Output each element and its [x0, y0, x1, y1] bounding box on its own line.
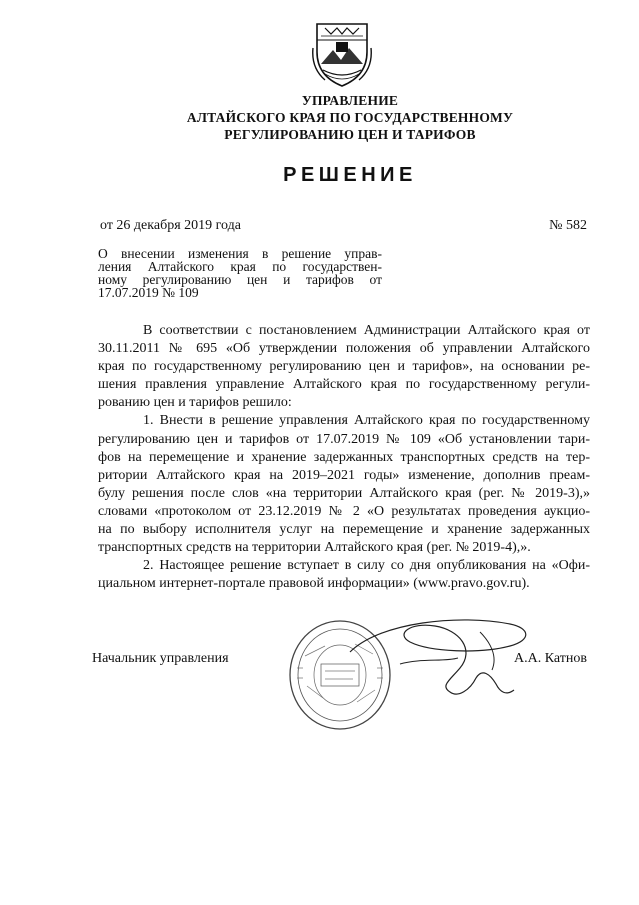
body-line: рованию цен и тарифов решило: [98, 395, 292, 411]
body-line: транспортных средств на территории Алтайского края (рег. № 2019-4),». [98, 540, 531, 556]
coat-of-arms-icon [311, 18, 373, 88]
org-line-2: АЛТАЙСКОГО КРАЯ ПО ГОСУДАРСТВЕННОМУ [186, 110, 514, 125]
document-number: № 582 [549, 218, 587, 233]
body-line: шения правления управление Алтайского края по государственному регули- [98, 377, 590, 393]
body-line: края по государственному регулированию цен и тарифов», на основании ре- [98, 359, 590, 375]
document-subject [98, 247, 382, 299]
subject-line: ления Алтайского края по государствен- [98, 259, 382, 274]
signatory-title: Начальник управления [92, 651, 229, 666]
org-line-3: РЕГУЛИРОВАНИЮ ЦЕН И ТАРИФОВ [224, 127, 476, 142]
organization-name [130, 92, 570, 143]
body-line: булу решения после слов «на территории Алтайского края (рег. № 2019-3),» [98, 485, 590, 501]
body-line: фов на перемещение и хранение задержанных транспортных средств на тер- [98, 449, 590, 465]
body-line: на по выбору исполнителя услуг на перемещение и хранение задержанных [98, 522, 590, 538]
org-line-1: УПРАВЛЕНИЕ [301, 93, 399, 108]
document-body [98, 322, 590, 593]
body-line: ритории Алтайского края на 2019–2021 годы» изменение, дополнив преам- [98, 467, 590, 483]
body-line: словами «протоколом от 23.12.2019 № 2 «О результатах проведения аукцио- [98, 503, 590, 519]
document-type-title: РЕШЕНИЕ [283, 164, 417, 186]
body-line: 2. Настоящее решение вступает в силу со дня опубликования на «Офи- [143, 558, 590, 574]
body-line: циальном интернет-портале правовой информации» (www.pravo.gov.ru). [98, 576, 530, 592]
document-date: от 26 декабря 2019 года [100, 218, 241, 233]
subject-line: 17.07.2019 № 109 [98, 285, 199, 300]
subject-line: ному регулированию цен и тарифов от [98, 272, 382, 287]
body-line: В соответствии с постановлением Администрации Алтайского края от [143, 323, 590, 338]
signatory-name: А.А. Катнов [514, 651, 587, 666]
subject-line: О внесении изменения в решение управ- [98, 246, 382, 261]
handwritten-signature-icon [340, 612, 540, 707]
body-line: регулированию цен и тарифов от 17.07.2019 № 109 «Об установлении тари- [98, 431, 590, 447]
body-line: 1. Внести в решение управления Алтайского края по государственному [143, 413, 590, 429]
body-line: 30.11.2011 № 695 «Об утверждении положения об управлении Алтайского [98, 341, 590, 357]
